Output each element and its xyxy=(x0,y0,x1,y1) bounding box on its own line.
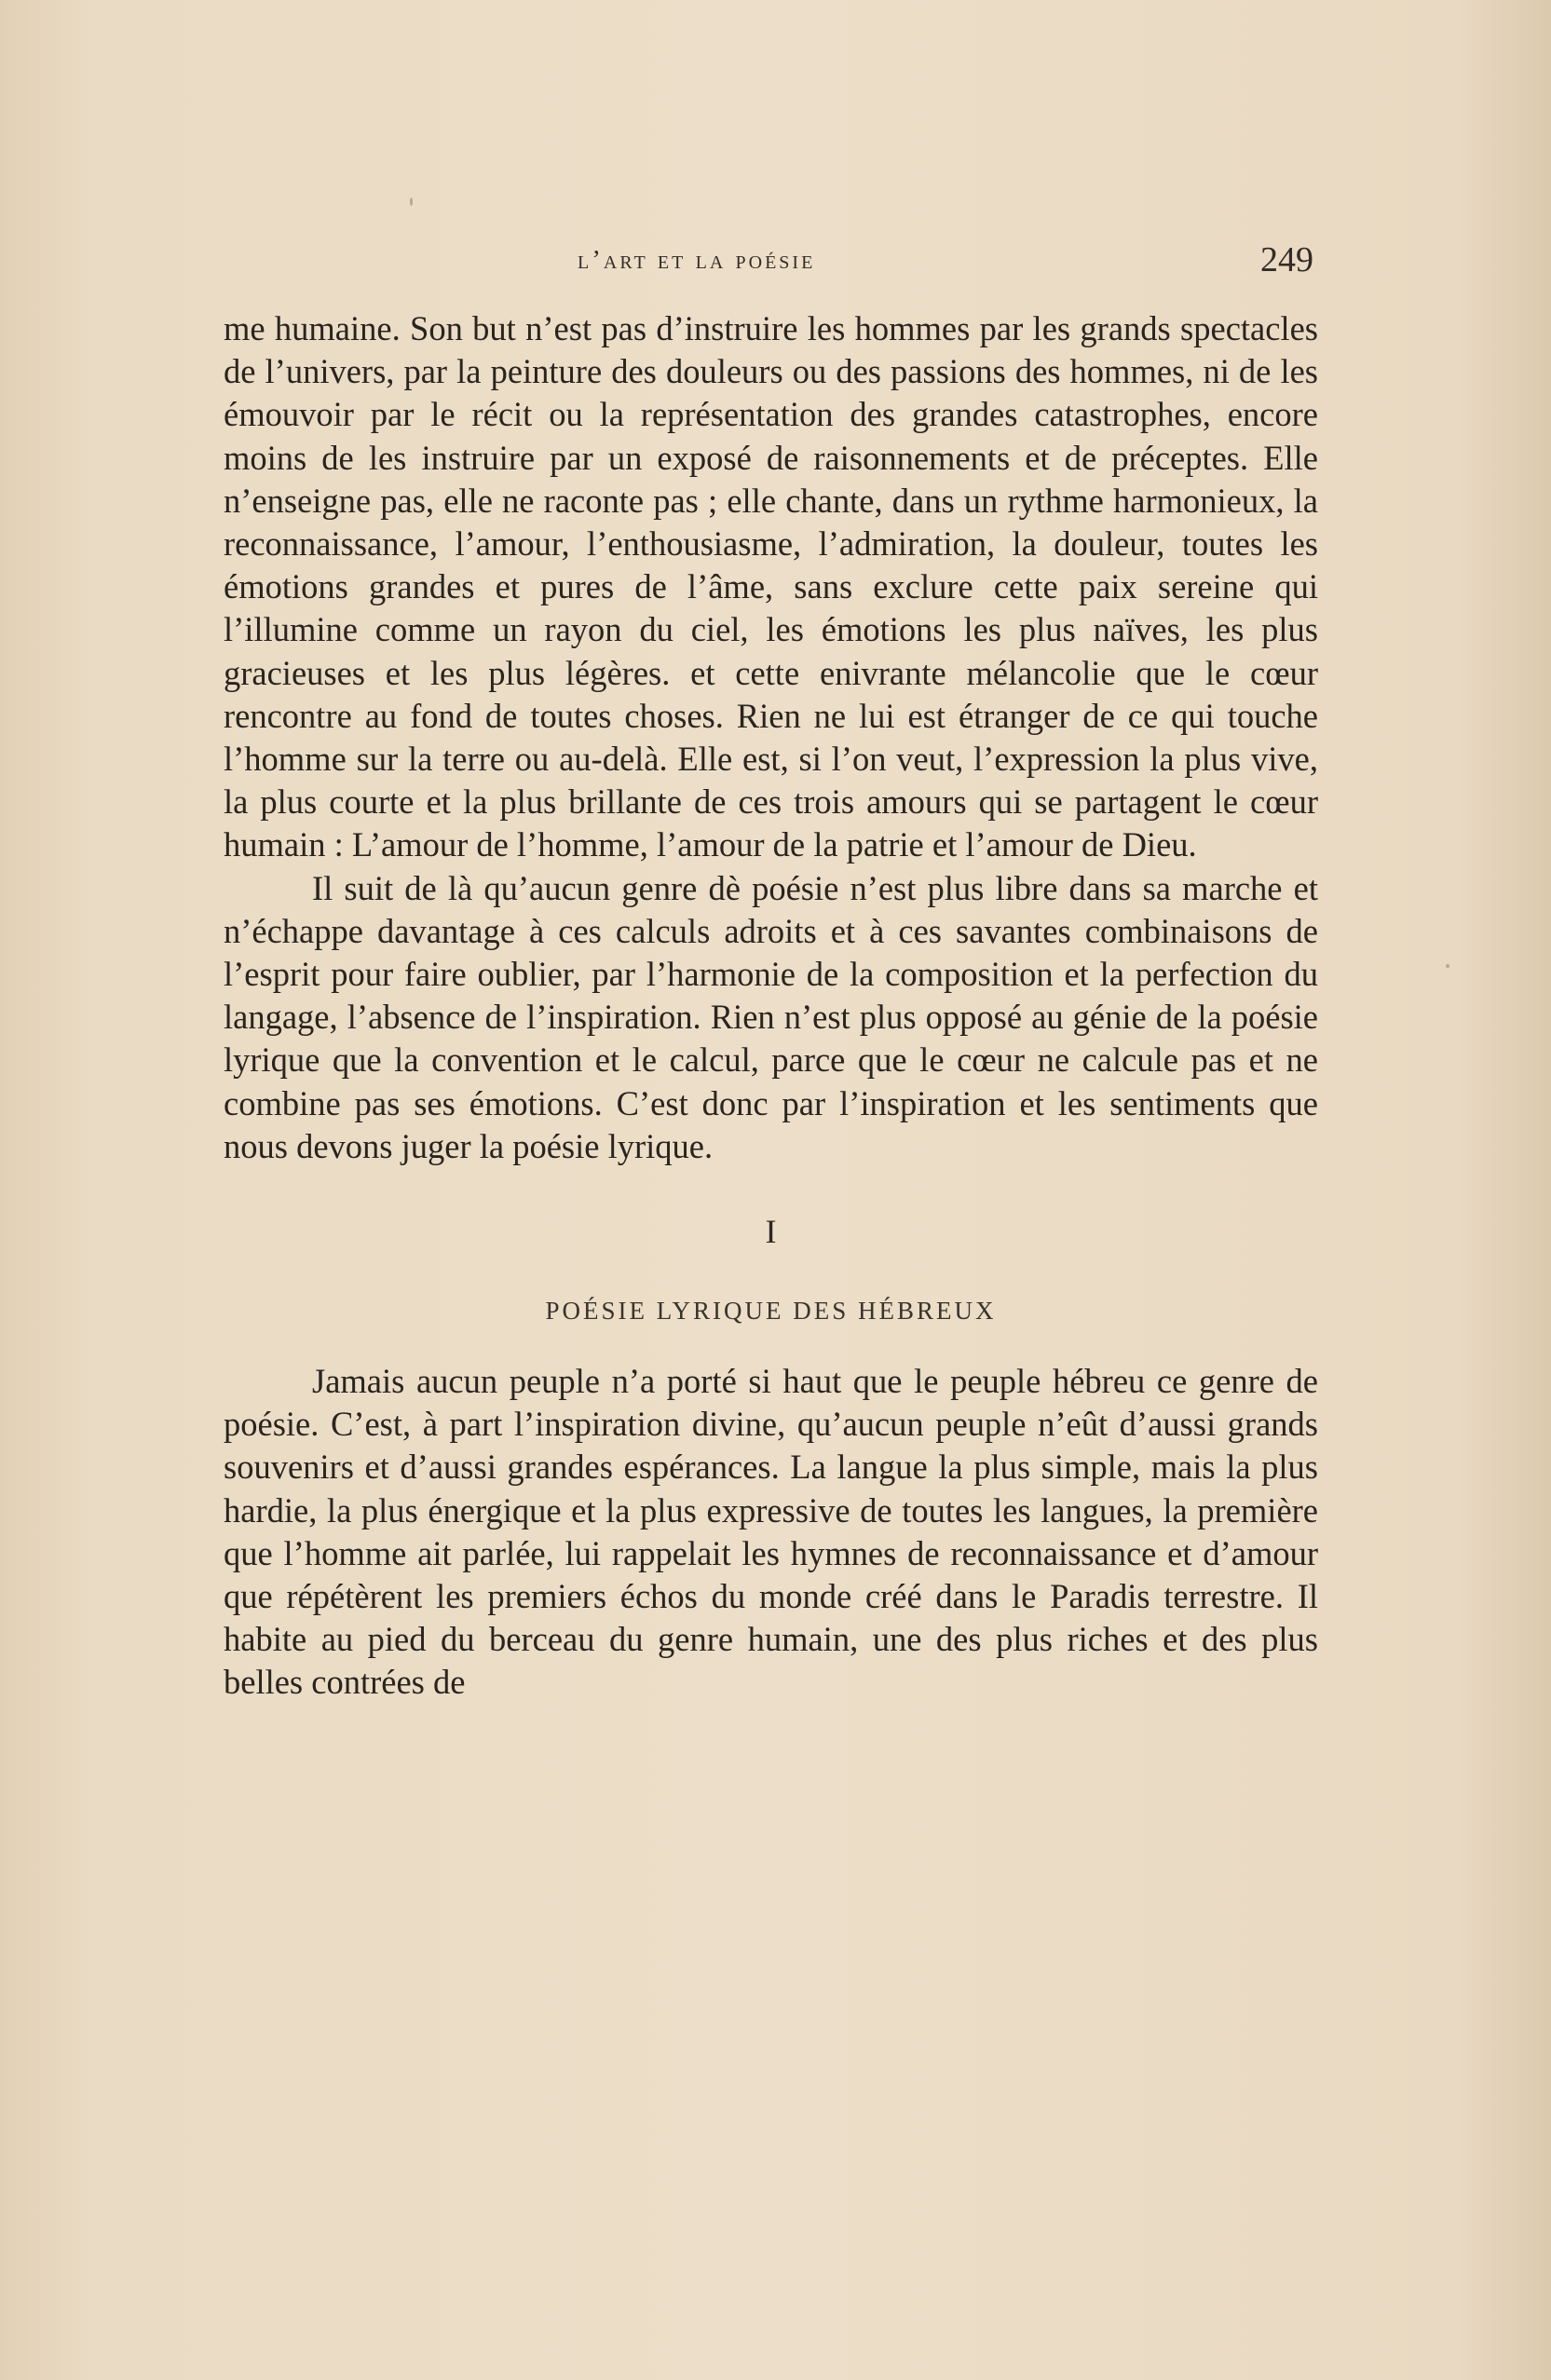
text-block xyxy=(224,307,1318,1705)
running-title: l’art et la poésie xyxy=(578,245,816,275)
page-number: 249 xyxy=(1260,240,1313,279)
paragraph-continued: me humaine. Son but n’est pas d’instruire les hommes par les grands spectacles de l’univers, par la peinture des douleurs ou des passions des hommes, ni de les émouvoir par le récit ou la représentation des grandes catastrophes, encore moins de les instruire par un exposé de raisonnements et de préceptes. Elle n’enseigne pas, elle ne raconte pas ; elle chante, dans un rythme harmonieux, la reconnaissance, l’amour, l’enthousiasme, l’admiration, la douleur, toutes les émotions grandes et pures de l’âme, sans exclure cette paix sereine qui l’illumine comme un rayon du ciel, les émotions les plus naïves, les plus gracieuses et les plus légères. et cette enivrante mélancolie que le cœur rencontre au fond de toutes choses. Rien ne lui est étranger de ce qui touche l’homme sur la terre ou au-delà. Elle est, si l’on veut, l’expression la plus vive, la plus courte et la plus brillante de ces trois amours qui se partagent le cœur humain : L’amour de l’homme, l’amour de la patrie et l’amour de Dieu. xyxy=(224,309,1318,864)
section-title: POÉSIE LYRIQUE DES HÉBREUX xyxy=(545,1297,997,1326)
section-paragraph: Jamais aucun peuple n’a porté si haut que le peuple hébreu ce genre de poésie. C’est, à part l’inspiration divine, qu’aucun peuple n’eût d’aussi grands souvenirs et d’aussi grandes espérances. La langue la plus simple, mais la plus hardie, la plus énergique et la plus expressive de toutes les langues, la première que l’homme ait parlée, lui rappelait les hymnes de reconnaissance et d’amour que répétèrent les premiers échos du monde créé dans le Paradis terrestre. Il habite au pied du berceau du genre humain, une des plus riches et des plus belles contrées de xyxy=(224,1362,1318,1702)
paper-speck xyxy=(410,197,413,206)
section-number: I xyxy=(765,1213,777,1251)
paper-speck xyxy=(1446,964,1449,968)
running-head xyxy=(224,238,1323,293)
paragraph: Il suit de là qu’aucun genre dè poésie n’est plus libre dans sa marche et n’échappe davantage à ces calculs adroits et à ces savantes combinaisons de l’esprit pour faire oublier, par l’harmonie de la composition et la perfection du langage, l’absence de l’inspiration. Rien n’est plus opposé au génie de la poésie lyrique que la convention et le calcul, parce que le cœur ne calcule pas et ne combine pas ses émotions. C’est donc par l’inspiration et les sentiments que nous devons juger la poésie lyrique. xyxy=(224,868,1318,1165)
